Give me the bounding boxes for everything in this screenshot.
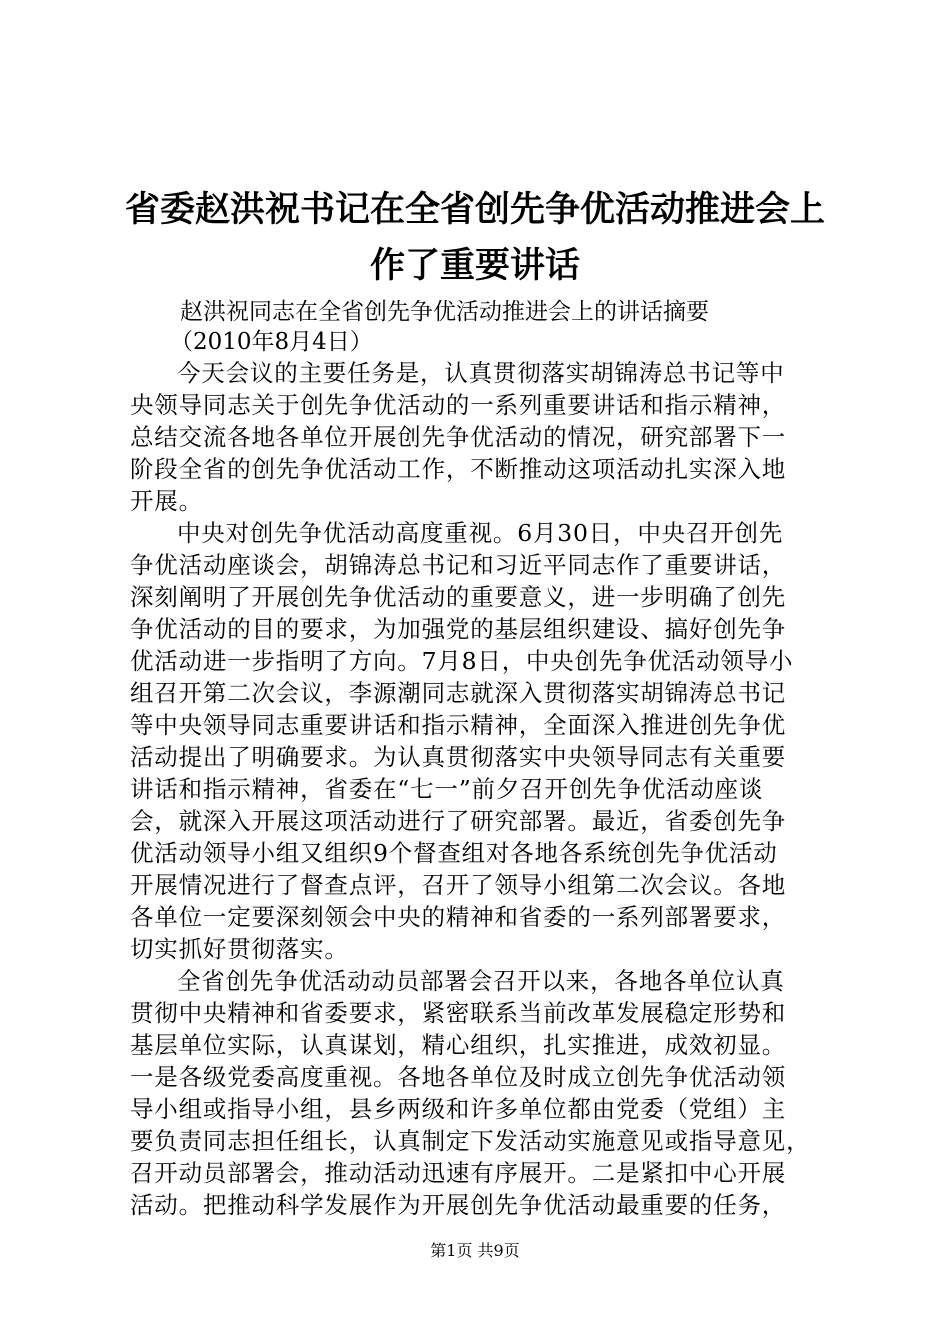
body-line: 开展情况进行了督查点评，召开了领导小组第二次会议。各地 [130, 871, 787, 899]
body-line: 组召开第二次会议，李源潮同志就深入贯彻落实胡锦涛总书记 [130, 679, 787, 707]
body-line: 深刻阐明了开展创先争优活动的重要意义，进一步明确了创先 [130, 583, 787, 611]
body-line: 讲话和指示精神，省委在“七一”前夕召开创先争优活动座谈 [130, 775, 764, 803]
body-text [130, 357, 830, 1221]
body-line: 优活动领导小组又组织9个督查组对各地各系统创先争优活动 [130, 839, 778, 867]
body-line: 中央对创先争优活动高度重视。6月30日，中央召开创先 [177, 519, 784, 547]
body-line: 优活动进一步指明了方向。7月8日，中央创先争优活动领导小 [130, 647, 794, 675]
body-line: 活动。把推动科学发展作为开展创先争优活动最重要的任务， [130, 1191, 787, 1219]
body-line: 导小组或指导小组，县乡两级和许多单位都由党委（党组）主 [130, 1095, 787, 1123]
body-line: 争优活动座谈会，胡锦涛总书记和习近平同志作了重要讲话， [130, 551, 787, 579]
body-line: 等中央领导同志重要讲话和指示精神，全面深入推进创先争优 [130, 711, 787, 739]
body-line: 开展。 [130, 487, 203, 515]
body-line: 今天会议的主要任务是，认真贯彻落实胡锦涛总书记等中 [177, 359, 785, 387]
title-line-2: 作了重要讲话 [369, 246, 580, 286]
title-line-1: 省委赵洪祝书记在全省创先争优活动推进会上 [124, 190, 825, 230]
speech-date: （2010年8月4日） [170, 329, 373, 355]
body-line: 总结交流各地各单位开展创先争优活动的情况，研究部署下一 [130, 423, 787, 451]
subtitle: 赵洪祝同志在全省创先争优活动推进会上的讲话摘要 [180, 299, 709, 325]
page-number: 第1页 共9页 [430, 1241, 520, 1260]
body-line: 会，就深入开展这项活动进行了研究部署。最近，省委创先争 [130, 807, 787, 835]
body-line: 阶段全省的创先争优活动工作，不断推动这项活动扎实深入地 [130, 455, 787, 483]
body-line: 各单位一定要深刻领会中央的精神和省委的一系列部署要求， [130, 903, 787, 931]
body-line: 一是各级党委高度重视。各地各单位及时成立创先争优活动领 [130, 1063, 787, 1091]
body-line: 全省创先争优活动动员部署会召开以来，各地各单位认真 [177, 967, 785, 995]
body-line: 切实抓好贯彻落实。 [130, 935, 349, 963]
body-line: 央领导同志关于创先争优活动的一系列重要讲话和指示精神， [130, 391, 787, 419]
body-line: 活动提出了明确要求。为认真贯彻落实中央领导同志有关重要 [130, 743, 787, 771]
body-line: 要负责同志担任组长，认真制定下发活动实施意见或指导意见， [130, 1127, 811, 1155]
body-line: 召开动员部署会，推动活动迅速有序展开。二是紧扣中心开展 [130, 1159, 787, 1187]
body-line: 争优活动的目的要求，为加强党的基层组织建设、搞好创先争 [130, 615, 787, 643]
body-line: 基层单位实际，认真谋划，精心组织，扎实推进，成效初显。 [130, 1031, 787, 1059]
body-line: 贯彻中央精神和省委要求，紧密联系当前改革发展稳定形势和 [130, 999, 787, 1027]
